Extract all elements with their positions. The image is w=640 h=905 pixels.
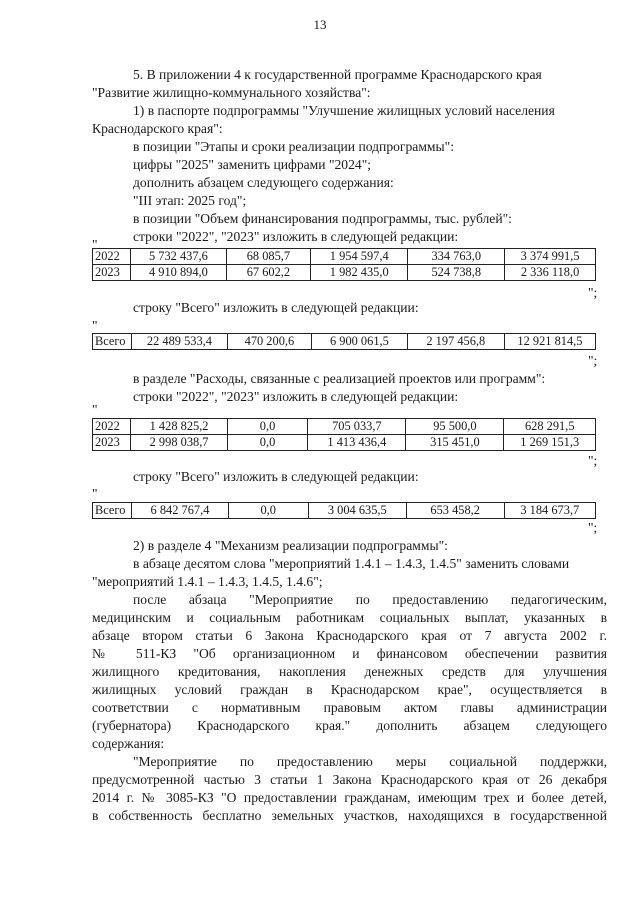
paragraph-line: "Мероприятие по предоставлению меры социальной поддержки, bbox=[133, 754, 607, 769]
text-line: в позиции "Объем финансирования подпрограммы, тыс. рублей": bbox=[133, 211, 512, 226]
table-row bbox=[93, 265, 596, 281]
paragraph-line: после абзаца "Мероприятие по предоставлению педагогическим, bbox=[133, 592, 607, 607]
text-line: в позиции "Этапы и сроки реализации подпрограммы": bbox=[133, 139, 454, 154]
text-line: "III этап: 2025 год"; bbox=[133, 193, 247, 208]
paragraph-line: № 511-КЗ "Об организационном и финансовом обеспечении развития bbox=[92, 646, 607, 661]
text-line: 5. В приложении 4 к государственной программе Краснодарского края bbox=[133, 67, 542, 82]
table-row bbox=[93, 334, 596, 350]
text-line: строки "2022", "2023" изложить в следующей редакции: bbox=[133, 389, 459, 404]
value-cell: 95 500,0 bbox=[406, 419, 504, 435]
text-line: 1) в паспорте подпрограммы "Улучшение жилищных условий населения bbox=[133, 103, 555, 118]
table-row bbox=[93, 503, 596, 519]
value-cell: 3 374 991,5 bbox=[505, 249, 596, 265]
text-line: цифры "2025" заменить цифрами "2024"; bbox=[133, 157, 372, 172]
quote-close: "; bbox=[588, 520, 598, 535]
value-cell: 68 085,7 bbox=[226, 249, 310, 265]
value-cell: 1 413 436,4 bbox=[308, 435, 406, 451]
quote-open: " bbox=[92, 318, 98, 333]
paragraph-line: содержания: bbox=[92, 736, 165, 751]
text-line: 2) в разделе 4 "Механизм реализации подпрограммы": bbox=[133, 538, 448, 553]
quote-open: " bbox=[92, 486, 98, 501]
financing-table-2022-2023 bbox=[92, 248, 596, 281]
text-line: строки "2022", "2023" изложить в следующей редакции: bbox=[133, 229, 459, 244]
paragraph-line: абзаце втором статьи 6 Закона Краснодарского края от 7 августа 2002 г. bbox=[92, 628, 607, 643]
value-cell: 2 336 118,0 bbox=[505, 265, 596, 281]
value-cell: 1 269 151,3 bbox=[504, 435, 596, 451]
text-line: строку "Всего" изложить в следующей редакции: bbox=[133, 469, 419, 484]
table-row bbox=[93, 249, 596, 265]
expenses-table-total bbox=[92, 502, 596, 519]
value-cell: 12 921 814,5 bbox=[504, 334, 595, 350]
row-label-cell: 2022 bbox=[93, 419, 131, 435]
value-cell: 0,0 bbox=[227, 435, 308, 451]
text-line: в абзаце десятом слова "мероприятий 1.4.1 – 1.4.3, 1.4.5" заменить словами bbox=[133, 556, 570, 571]
quote-open: " bbox=[92, 402, 98, 417]
value-cell: 1 954 597,4 bbox=[311, 249, 408, 265]
value-cell: 3 004 635,5 bbox=[308, 503, 406, 519]
value-cell: 22 489 533,4 bbox=[132, 334, 228, 350]
text-line: "мероприятий 1.4.1 – 1.4.3, 1.4.5, 1.4.6"; bbox=[92, 574, 323, 589]
expenses-table-2022-2023 bbox=[92, 418, 596, 451]
value-cell: 524 738,8 bbox=[408, 265, 505, 281]
value-cell: 628 291,5 bbox=[504, 419, 596, 435]
value-cell: 2 998 038,7 bbox=[131, 435, 227, 451]
value-cell: 1 982 435,0 bbox=[311, 265, 408, 281]
value-cell: 470 200,6 bbox=[227, 334, 311, 350]
paragraph-line: в собственность бесплатно земельных участков, находящихся в государственной bbox=[92, 808, 607, 823]
value-cell: 1 428 825,2 bbox=[131, 419, 227, 435]
value-cell: 705 033,7 bbox=[308, 419, 406, 435]
value-cell: 334 763,0 bbox=[408, 249, 505, 265]
value-cell: 6 842 767,4 bbox=[132, 503, 228, 519]
table-row bbox=[93, 419, 596, 435]
row-label-cell: Всего bbox=[93, 334, 132, 350]
value-cell: 4 910 894,0 bbox=[131, 265, 227, 281]
financing-table-total bbox=[92, 333, 596, 350]
paragraph-line: (губернатора) Краснодарского края." дополнить абзацем следующего bbox=[92, 718, 607, 733]
paragraph-line: соответствии с нормативным правовым актом главы администрации bbox=[92, 700, 607, 715]
paragraph-line: жилищного кредитования, накопления денежных средств для улучшения bbox=[92, 664, 607, 679]
paragraph-line: 2014 г. № 3085-КЗ "О предоставлении гражданам, имеющим трех и более детей, bbox=[92, 790, 607, 805]
row-label-cell: Всего bbox=[93, 503, 132, 519]
value-cell: 0,0 bbox=[227, 419, 308, 435]
value-cell: 3 184 673,7 bbox=[504, 503, 595, 519]
paragraph-line: предусмотренной частью 3 статьи 1 Закона Краснодарского края от 26 декабря bbox=[92, 772, 607, 787]
value-cell: 315 451,0 bbox=[406, 435, 504, 451]
text-line: Краснодарского края": bbox=[92, 121, 223, 136]
value-cell: 5 732 437,6 bbox=[131, 249, 227, 265]
paragraph-line: жилищных условий граждан в Краснодарском крае", осуществляется в bbox=[92, 682, 607, 697]
page-number: 13 bbox=[313, 17, 327, 32]
text-line: дополнить абзацем следующего содержания: bbox=[133, 175, 394, 190]
value-cell: 653 458,2 bbox=[406, 503, 504, 519]
row-label-cell: 2023 bbox=[93, 265, 131, 281]
value-cell: 67 602,2 bbox=[226, 265, 310, 281]
quote-close: "; bbox=[588, 353, 598, 368]
row-label-cell: 2022 bbox=[93, 249, 131, 265]
value-cell: 0,0 bbox=[228, 503, 308, 519]
quote-close: "; bbox=[588, 285, 598, 300]
value-cell: 6 900 061,5 bbox=[312, 334, 408, 350]
text-line: "Развитие жилищно-коммунального хозяйства": bbox=[92, 85, 371, 100]
paragraph-line: медицинским и социальным работникам социальных выплат, указанных в bbox=[92, 610, 607, 625]
quote-close: "; bbox=[588, 453, 598, 468]
text-line: строку "Всего" изложить в следующей редакции: bbox=[133, 300, 419, 315]
row-label-cell: 2023 bbox=[93, 435, 131, 451]
table-row bbox=[93, 435, 596, 451]
value-cell: 2 197 456,8 bbox=[407, 334, 504, 350]
quote-open: " bbox=[92, 237, 98, 252]
text-line: в разделе "Расходы, связанные с реализацией проектов или программ": bbox=[133, 371, 546, 386]
